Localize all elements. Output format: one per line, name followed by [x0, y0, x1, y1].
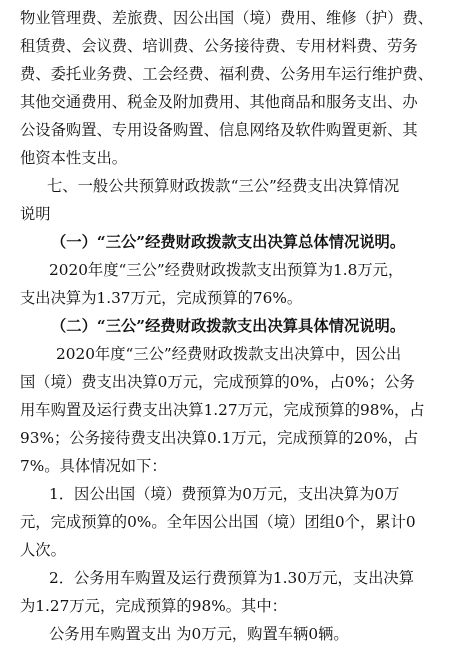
text-line: 租赁费、会议费、培训费、公务接待费、专用材料费、劳务 — [20, 37, 418, 55]
text-line: 物业管理费、差旅费、因公出国（境）费用、维修（护）费、 — [20, 9, 434, 27]
text-line: 7%。具体情况如下： — [20, 457, 167, 475]
text-line: 用车购置及运行费支出决算1.27万元，完成预算的98%，占 — [20, 401, 425, 419]
text-line: 他资本性支出。 — [20, 149, 128, 167]
text-line: 支出决算为1.37万元，完成预算的76%。 — [20, 289, 303, 307]
text-line: 人次。 — [20, 541, 66, 559]
text-line: 其他交通费用、税金及附加费用、其他商品和服务支出、办 — [20, 93, 418, 111]
list-item: 2．公务用车购置及运行费预算为1.30万元，支出决算 — [49, 569, 415, 587]
subsection-heading: （一）“三公”经费财政拨款支出决算总体情况说明。 — [51, 233, 406, 251]
text-line: 2020年度“三公”经费财政拨款支出预算为1.8万元， — [49, 261, 404, 279]
section-heading-continuation: 说明 — [20, 205, 51, 223]
text-line: 公设备购置、专用设备购置、信息网络及软件购置更新、其 — [20, 121, 418, 139]
text-line: 国（境）费支出决算0万元，完成预算的0%，占0%；公务 — [20, 373, 415, 391]
text-line: 公务用车购置支出 为0万元，购置车辆0辆。 — [49, 625, 349, 643]
text-line: 元，完成预算的0%。全年因公出国（境）团组0个，累计0 — [20, 513, 416, 531]
text-line: 费、委托业务费、工会经费、福利费、公务用车运行维护费、 — [20, 65, 434, 83]
text-line: 为1.27万元，完成预算的98%。其中： — [20, 597, 287, 615]
list-item: 1．因公出国（境）费预算为0万元，支出决算为0万 — [49, 485, 400, 503]
section-heading: 七、一般公共预算财政拨款“三公”经费支出决算情况 — [47, 177, 400, 195]
text-line: 2020年度“三公”经费财政拨款支出决算中，因公出 — [56, 345, 402, 363]
text-line: 93%；公务接待费支出决算0.1万元，完成预算的20%，占 — [20, 429, 419, 447]
subsection-heading: （二）“三公”经费财政拨款支出决算具体情况说明。 — [51, 317, 406, 335]
